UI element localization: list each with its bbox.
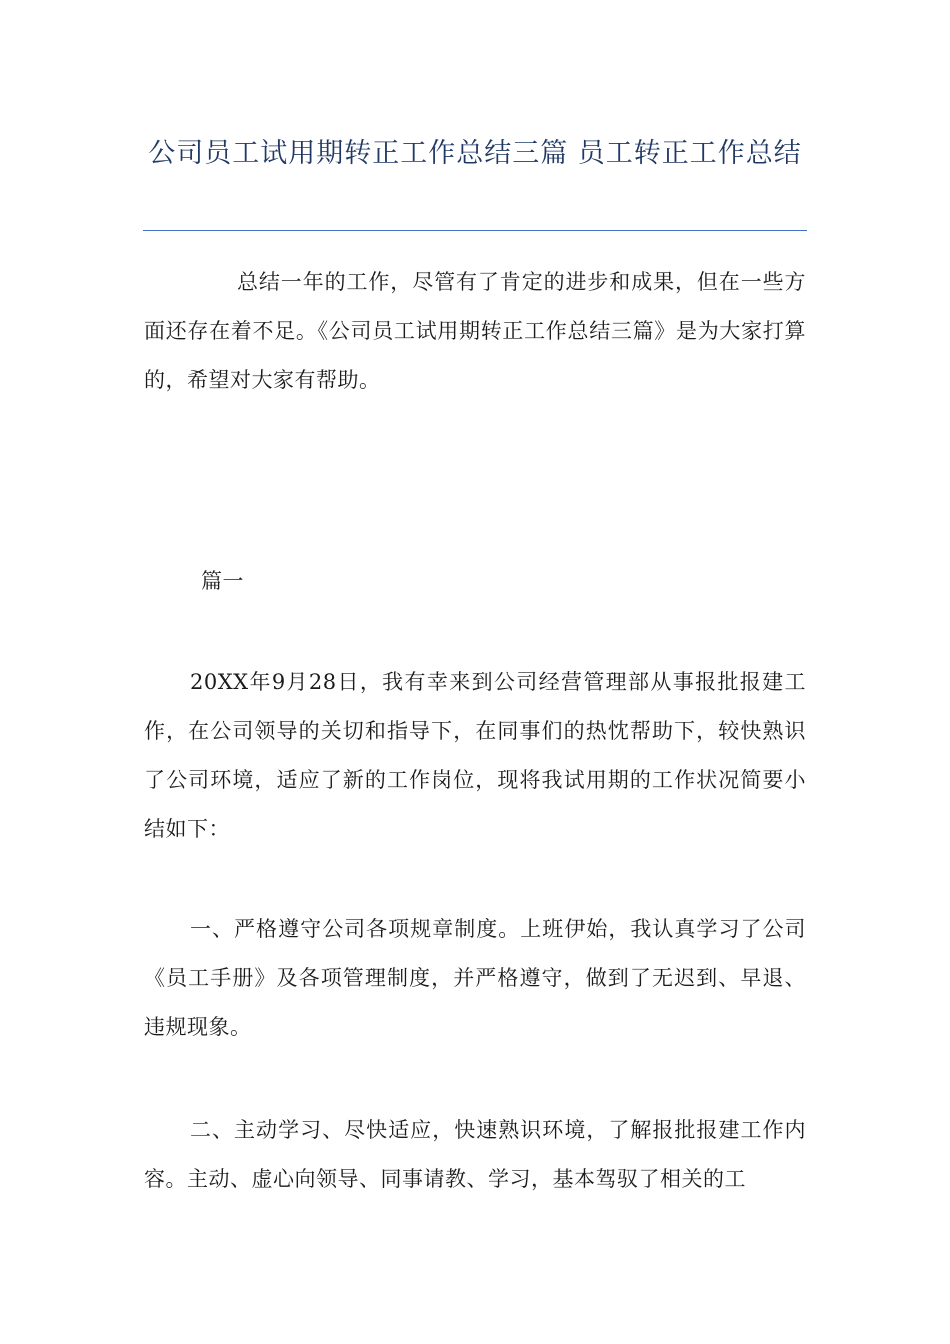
body-paragraph-1: 20XX年9月28日，我有幸来到公司经营管理部从事报批报建工作，在公司领导的关切和指导下，在同事们的热忱帮助下，较快熟识了公司环境，适应了新的工作岗位，现将我试用期的工作状况简要小结如下：: [144, 670, 806, 841]
title-underline: [143, 230, 807, 231]
body-paragraph-3: 二、主动学习、尽快适应，快速熟识环境，了解报批报建工作内容。主动、虚心向领导、同事请教、学习，基本驾驭了相关的工: [144, 1118, 806, 1191]
document-title: 公司员工试用期转正工作总结三篇 员工转正工作总结: [148, 138, 802, 169]
body-paragraph-2: 一、严格遵守公司各项规章制度。上班伊始，我认真学习了公司《员工手册》及各项管理制度，并严格遵守，做到了无迟到、早退、违规现象。: [144, 917, 806, 1039]
intro-paragraph: 总结一年的工作，尽管有了肯定的进步和成果，但在一些方面还存在着不足。《公司员工试用期转正工作总结三篇》是为大家打算的，希望对大家有帮助。: [144, 270, 806, 392]
section-heading: 篇一: [201, 569, 244, 593]
